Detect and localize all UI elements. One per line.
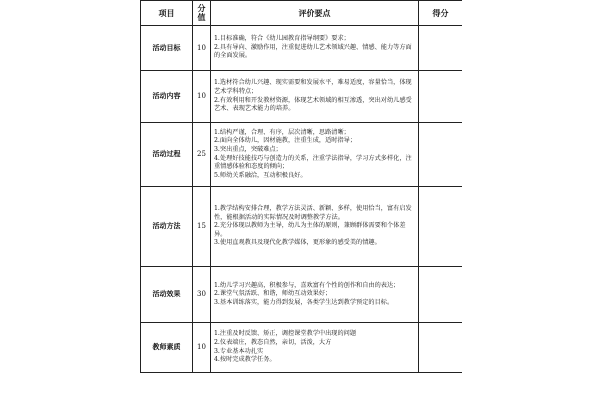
point-line: 2.课堂气氛活跃、和谐，师幼互动效果好； xyxy=(214,290,332,298)
row-item: 活动内容 xyxy=(141,71,193,123)
point-line: 2.面向全体幼儿，因材施教，注重生成，适时指导； xyxy=(214,137,357,145)
table-row xyxy=(141,267,463,323)
row-score: 10 xyxy=(193,71,211,123)
row-got-cell[interactable] xyxy=(419,123,463,187)
point-line: 4.处理好技能技巧与创造力的关系，注重学法指导，学习方式多样化，注重情感体验和态度的倾向； xyxy=(214,154,412,171)
table-row xyxy=(141,26,463,71)
row-score: 30 xyxy=(193,267,211,323)
row-points xyxy=(211,323,419,373)
point-line: 2.具有导向、激励作用，注重促进幼儿艺术领域兴趣、情感、能力等方面的全面发展。 xyxy=(214,43,412,60)
row-item: 教师素质 xyxy=(141,323,193,373)
point-line: 5.师幼关系融洽，互动积极良好。 xyxy=(214,171,307,179)
header-score: 分值 xyxy=(193,1,211,26)
point-line: 2.有效利用和开发教材资源，体现艺术领域的相互渗透，突出对幼儿感受艺术、表现艺术能力的培养。 xyxy=(214,96,412,113)
evaluation-table xyxy=(140,0,462,373)
row-points xyxy=(211,123,419,187)
point-line: 1.结构严谨，合理、有序，层次清晰，思路清晰； xyxy=(214,128,350,136)
point-line: 1.幼儿学习兴趣高，积极参与，喜欢富有个性的创作和自由的表达； xyxy=(214,281,400,289)
point-line: 1.目标准确，符合《幼儿园教育指导纲要》要求； xyxy=(214,35,350,43)
table-row xyxy=(141,71,463,123)
row-item: 活动过程 xyxy=(141,123,193,187)
row-score: 10 xyxy=(193,26,211,71)
row-got-cell[interactable] xyxy=(419,71,463,123)
header-points: 评价要点 xyxy=(211,1,419,26)
row-points xyxy=(211,267,419,323)
header-got: 得分 xyxy=(419,1,463,26)
row-got-cell[interactable] xyxy=(419,26,463,71)
point-line: 1.教学结构安排合理，教学方法灵活、新颖、多样，使用恰当，富有启发性，能根据活动的实际情况及时调整教学方法。 xyxy=(214,205,412,221)
row-points xyxy=(211,187,419,267)
point-line: 3.使用直观教具及现代化教学媒体，更形象的感受美的情趣。 xyxy=(214,239,381,247)
table-row xyxy=(141,323,463,373)
point-line: 4.按时完成教学任务。 xyxy=(214,356,276,364)
point-line: 2.充分体现以教师为主导，幼儿为主体的原则，兼顾群体需要和个体差异。 xyxy=(214,222,406,238)
row-item: 活动效果 xyxy=(141,267,193,323)
row-score: 25 xyxy=(193,123,211,187)
table-row xyxy=(141,187,463,267)
row-got-cell[interactable] xyxy=(419,323,463,373)
row-item: 活动目标 xyxy=(141,26,193,71)
header-item: 项目 xyxy=(141,1,193,26)
row-item: 活动方法 xyxy=(141,187,193,267)
header-row xyxy=(141,1,463,26)
point-line: 3.基本训练落实，能力得到发展，各类学生达到教学预定的目标。 xyxy=(214,298,394,306)
point-line: 1.选材符合幼儿兴趣、现实需要和发展水平，难易适度，容量恰当，体现艺术学科特点； xyxy=(214,79,412,95)
row-points xyxy=(211,71,419,123)
point-line: 3.突出重点，突破难点； xyxy=(214,145,282,153)
row-got-cell[interactable] xyxy=(419,187,463,267)
point-line: 2.仪表端庄，教态自然，亲切，活泼，大方 xyxy=(214,338,332,346)
row-score: 10 xyxy=(193,323,211,373)
evaluation-sheet xyxy=(140,0,462,400)
table-row xyxy=(141,123,463,187)
row-got-cell[interactable] xyxy=(419,267,463,323)
row-points xyxy=(211,26,419,71)
point-line: 1.注重及时反馈、矫正，调控课堂教学中出现的问题 xyxy=(214,330,357,338)
row-score: 15 xyxy=(193,187,211,267)
point-line: 3.专业基本功扎实 xyxy=(214,347,264,355)
